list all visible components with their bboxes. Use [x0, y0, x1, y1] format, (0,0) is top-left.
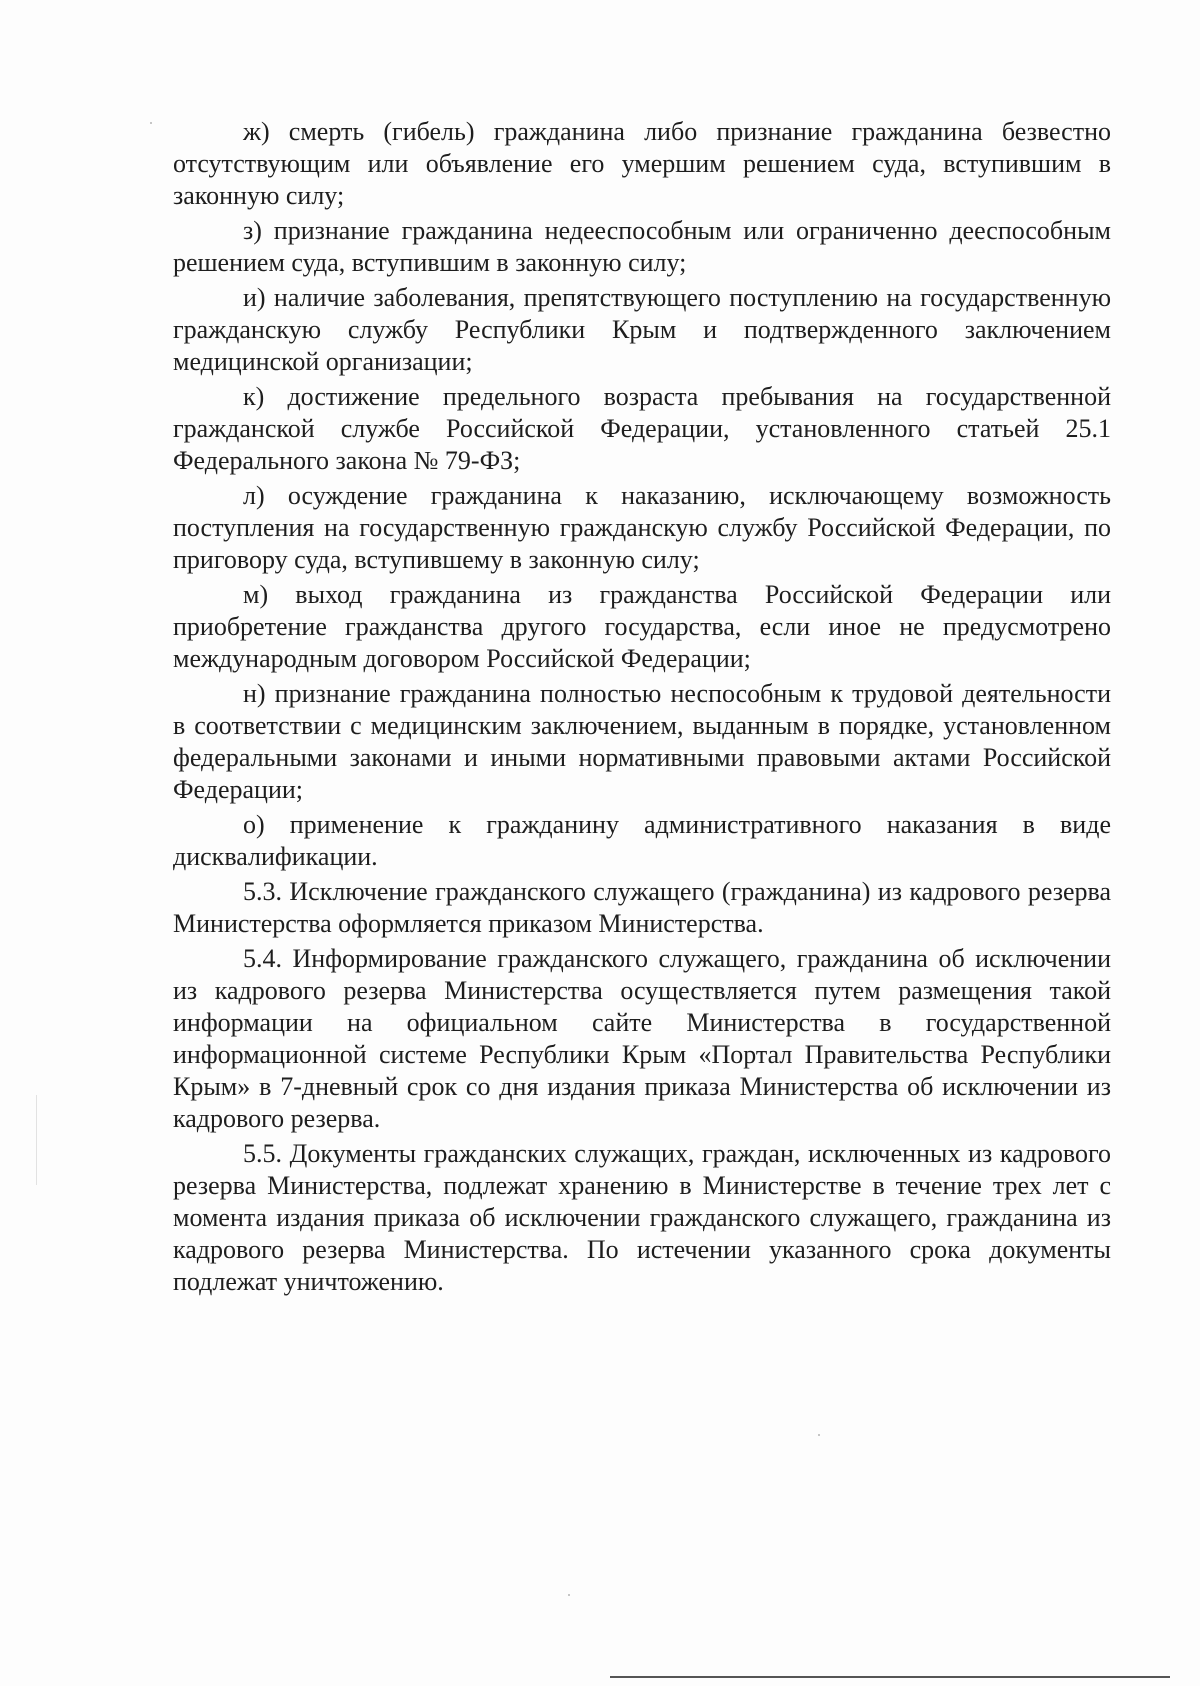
- paragraph-l: л) осуждение гражданина к наказанию, исключающему возможность поступления на государственную гражданскую службу Российской Федерации, по приговору суда, вступившему в законную силу;: [173, 481, 1111, 574]
- scan-speck: [818, 1434, 820, 1436]
- scan-margin-mark: [36, 1095, 37, 1185]
- paragraph-z: з) признание гражданина недееспособным или ограниченно дееспособным решением суда, вступившим в законную силу;: [173, 216, 1111, 277]
- paragraph-m: м) выход гражданина из гражданства Российской Федерации или приобретение гражданства другого государства, если иное не предусмотрено международным договором Российской Федерации;: [173, 580, 1111, 673]
- paragraph-5-5: 5.5. Документы гражданских служащих, граждан, исключенных из кадрового резерва Министерства, подлежат хранению в Министерстве в течение трех лет с момента издания приказа об исключении гражданского служащего, гражданина из кадрового резерва Министерства. По истечении указанного срока документы подлежат уничтожению.: [173, 1139, 1111, 1296]
- scan-speck: [150, 122, 152, 124]
- scan-speck: [568, 1594, 570, 1596]
- paragraph-o: о) применение к гражданину административного наказания в виде дисквалификации.: [173, 810, 1111, 871]
- document-body: [173, 116, 1111, 1301]
- paragraph-5-3: 5.3. Исключение гражданского служащего (гражданина) из кадрового резерва Министерства оформляется приказом Министерства.: [173, 877, 1111, 938]
- paragraph-i: и) наличие заболевания, препятствующего поступлению на государственную гражданскую службу Республики Крым и подтвержденного заключением медицинской организации;: [173, 283, 1111, 376]
- paragraph-k: к) достижение предельного возраста пребывания на государственной гражданской службе Российской Федерации, установленного статьей 25.1 Федерального закона № 79-ФЗ;: [173, 382, 1111, 475]
- paragraph-5-4: 5.4. Информирование гражданского служащего, гражданина об исключении из кадрового резерва Министерства осуществляется путем размещения такой информации на официальном сайте Министерства в государственной информационной системе Республики Крым «Портал Правительства Республики Крым» в 7-дневный срок со дня издания приказа Министерства об исключении из кадрового резерва.: [173, 944, 1111, 1133]
- footer-rule: [610, 1676, 1170, 1678]
- paragraph-n: н) признание гражданина полностью неспособным к трудовой деятельности в соответствии с медицинским заключением, выданным в порядке, установленном федеральными законами и иными нормативными правовыми актами Российской Федерации;: [173, 679, 1111, 804]
- paragraph-zh: ж) смерть (гибель) гражданина либо признание гражданина безвестно отсутствующим или объявление его умершим решением суда, вступившим в законную силу;: [173, 117, 1111, 210]
